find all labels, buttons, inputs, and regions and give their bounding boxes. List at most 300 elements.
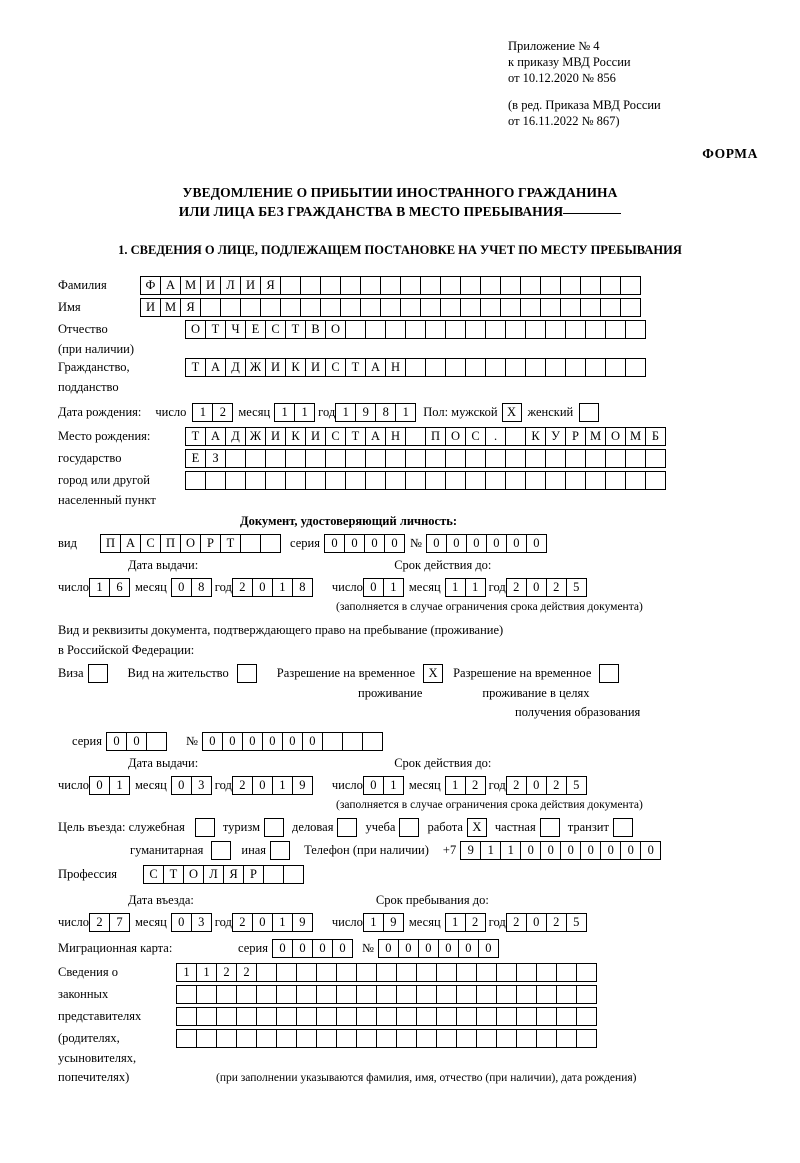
form-cell[interactable]: [576, 985, 597, 1004]
form-cell[interactable]: А: [365, 358, 386, 377]
form-cell[interactable]: 0: [560, 841, 581, 860]
form-cell[interactable]: [396, 985, 417, 1004]
form-cell[interactable]: [356, 963, 377, 982]
form-cell[interactable]: 1: [445, 776, 466, 795]
form-cell[interactable]: [605, 471, 626, 490]
permit-number-cells[interactable]: [202, 732, 382, 751]
form-cell[interactable]: [216, 1029, 237, 1048]
form-cell[interactable]: [276, 963, 297, 982]
permit-issue-year-cells[interactable]: [232, 776, 312, 795]
form-cell[interactable]: [245, 449, 266, 468]
form-cell[interactable]: [256, 963, 277, 982]
name-cells[interactable]: [140, 298, 640, 317]
legal-rep-row-2-cells[interactable]: [176, 985, 596, 1004]
form-cell[interactable]: [376, 985, 397, 1004]
form-cell[interactable]: 0: [540, 841, 561, 860]
permit-issue-day-cells[interactable]: [89, 776, 129, 795]
form-cell[interactable]: [605, 358, 626, 377]
form-cell[interactable]: [605, 320, 626, 339]
form-cell[interactable]: Л: [220, 276, 241, 295]
checkbox-purpose-humanitarian[interactable]: [211, 841, 231, 860]
form-cell[interactable]: [356, 1007, 377, 1026]
form-cell[interactable]: С: [325, 358, 346, 377]
form-cell[interactable]: Т: [185, 427, 206, 446]
form-cell[interactable]: 9: [355, 403, 376, 422]
form-cell[interactable]: [565, 358, 586, 377]
form-cell[interactable]: [176, 1029, 197, 1048]
form-cell[interactable]: [620, 276, 641, 295]
form-cell[interactable]: [416, 963, 437, 982]
form-cell[interactable]: [360, 298, 381, 317]
form-cell[interactable]: 2: [236, 963, 257, 982]
form-cell[interactable]: [505, 320, 526, 339]
form-cell[interactable]: 1: [465, 578, 486, 597]
form-cell[interactable]: [540, 298, 561, 317]
form-cell[interactable]: [485, 358, 506, 377]
form-cell[interactable]: [436, 963, 457, 982]
birth-place-row-3-cells[interactable]: [185, 471, 665, 490]
form-cell[interactable]: [585, 449, 606, 468]
form-cell[interactable]: [196, 1029, 217, 1048]
form-cell[interactable]: А: [160, 276, 181, 295]
form-cell[interactable]: 5: [566, 578, 587, 597]
form-cell[interactable]: [436, 1007, 457, 1026]
form-cell[interactable]: 5: [566, 913, 587, 932]
form-cell[interactable]: [565, 471, 586, 490]
form-cell[interactable]: [536, 1007, 557, 1026]
form-cell[interactable]: [465, 471, 486, 490]
form-cell[interactable]: [320, 298, 341, 317]
form-cell[interactable]: [496, 1029, 517, 1048]
form-cell[interactable]: [256, 985, 277, 1004]
form-cell[interactable]: 1: [176, 963, 197, 982]
form-cell[interactable]: 2: [506, 776, 527, 795]
form-cell[interactable]: [620, 298, 641, 317]
form-cell[interactable]: Т: [345, 427, 366, 446]
form-cell[interactable]: [436, 1029, 457, 1048]
form-cell[interactable]: [645, 449, 666, 468]
form-cell[interactable]: [322, 732, 343, 751]
form-cell[interactable]: Б: [645, 427, 666, 446]
form-cell[interactable]: С: [465, 427, 486, 446]
form-cell[interactable]: 3: [191, 776, 212, 795]
form-cell[interactable]: [445, 471, 466, 490]
form-cell[interactable]: [256, 1029, 277, 1048]
form-cell[interactable]: 3: [191, 913, 212, 932]
form-cell[interactable]: 2: [216, 963, 237, 982]
form-cell[interactable]: [365, 449, 386, 468]
form-cell[interactable]: А: [365, 427, 386, 446]
permit-valid-year-cells[interactable]: [506, 776, 586, 795]
form-cell[interactable]: [360, 276, 381, 295]
form-cell[interactable]: [225, 449, 246, 468]
form-cell[interactable]: [265, 471, 286, 490]
form-cell[interactable]: 2: [546, 913, 567, 932]
form-cell[interactable]: [465, 358, 486, 377]
form-cell[interactable]: М: [625, 427, 646, 446]
form-cell[interactable]: 1: [383, 776, 404, 795]
form-cell[interactable]: [276, 1029, 297, 1048]
form-cell[interactable]: 0: [580, 841, 601, 860]
form-cell[interactable]: Т: [163, 865, 184, 884]
form-cell[interactable]: [225, 471, 246, 490]
form-cell[interactable]: [296, 1007, 317, 1026]
form-cell[interactable]: [456, 1029, 477, 1048]
form-cell[interactable]: 0: [202, 732, 223, 751]
birth-year-cells[interactable]: [335, 403, 415, 422]
form-cell[interactable]: [516, 963, 537, 982]
form-cell[interactable]: 0: [282, 732, 303, 751]
form-cell[interactable]: [216, 985, 237, 1004]
form-cell[interactable]: [456, 985, 477, 1004]
form-cell[interactable]: [496, 963, 517, 982]
form-cell[interactable]: [396, 963, 417, 982]
form-cell[interactable]: [176, 985, 197, 1004]
form-cell[interactable]: [545, 320, 566, 339]
form-cell[interactable]: [236, 1007, 257, 1026]
form-cell[interactable]: 1: [272, 776, 293, 795]
form-cell[interactable]: С: [325, 427, 346, 446]
form-cell[interactable]: [280, 276, 301, 295]
form-cell[interactable]: Ч: [225, 320, 246, 339]
form-cell[interactable]: 1: [395, 403, 416, 422]
permit-valid-month-cells[interactable]: [445, 776, 485, 795]
form-cell[interactable]: 0: [520, 841, 541, 860]
form-cell[interactable]: [385, 471, 406, 490]
legal-rep-row-4-cells[interactable]: [176, 1029, 596, 1048]
form-cell[interactable]: 0: [242, 732, 263, 751]
form-cell[interactable]: 0: [252, 776, 273, 795]
form-cell[interactable]: [580, 276, 601, 295]
form-cell[interactable]: [416, 1029, 437, 1048]
form-cell[interactable]: 0: [126, 732, 147, 751]
form-cell[interactable]: И: [240, 276, 261, 295]
form-cell[interactable]: 0: [89, 776, 110, 795]
form-cell[interactable]: [520, 298, 541, 317]
form-cell[interactable]: Т: [185, 358, 206, 377]
form-cell[interactable]: [645, 471, 666, 490]
form-cell[interactable]: Д: [225, 427, 246, 446]
form-cell[interactable]: [396, 1029, 417, 1048]
form-cell[interactable]: [146, 732, 167, 751]
doc-kind-cells[interactable]: [100, 534, 280, 553]
form-cell[interactable]: [276, 985, 297, 1004]
form-cell[interactable]: [356, 1029, 377, 1048]
form-cell[interactable]: П: [425, 427, 446, 446]
form-cell[interactable]: [365, 471, 386, 490]
form-cell[interactable]: 0: [426, 534, 447, 553]
form-cell[interactable]: [340, 276, 361, 295]
form-cell[interactable]: 1: [383, 578, 404, 597]
form-cell[interactable]: [365, 320, 386, 339]
form-cell[interactable]: [576, 1029, 597, 1048]
form-cell[interactable]: [516, 1029, 537, 1048]
form-cell[interactable]: Н: [385, 427, 406, 446]
form-cell[interactable]: 2: [232, 913, 253, 932]
form-cell[interactable]: 1: [500, 841, 521, 860]
form-cell[interactable]: 2: [546, 776, 567, 795]
form-cell[interactable]: [296, 1029, 317, 1048]
form-cell[interactable]: 2: [465, 776, 486, 795]
form-cell[interactable]: [396, 1007, 417, 1026]
birth-place-row-2-cells[interactable]: [185, 449, 665, 468]
form-cell[interactable]: [296, 985, 317, 1004]
form-cell[interactable]: 2: [89, 913, 110, 932]
form-cell[interactable]: 0: [506, 534, 527, 553]
form-cell[interactable]: 0: [106, 732, 127, 751]
form-cell[interactable]: [345, 320, 366, 339]
form-cell[interactable]: [576, 963, 597, 982]
checkbox-purpose-study[interactable]: [399, 818, 419, 837]
form-cell[interactable]: [496, 985, 517, 1004]
form-cell[interactable]: О: [183, 865, 204, 884]
form-cell[interactable]: [260, 534, 281, 553]
form-cell[interactable]: [525, 320, 546, 339]
form-cell[interactable]: [560, 276, 581, 295]
form-cell[interactable]: [425, 471, 446, 490]
form-cell[interactable]: 1: [89, 578, 110, 597]
form-cell[interactable]: В: [305, 320, 326, 339]
form-cell[interactable]: [505, 427, 526, 446]
form-cell[interactable]: [260, 298, 281, 317]
form-cell[interactable]: [556, 985, 577, 1004]
form-cell[interactable]: [305, 449, 326, 468]
doc-series-cells[interactable]: [324, 534, 404, 553]
form-cell[interactable]: 0: [384, 534, 405, 553]
form-cell[interactable]: 2: [506, 913, 527, 932]
form-cell[interactable]: 1: [480, 841, 501, 860]
form-cell[interactable]: [625, 320, 646, 339]
checkbox-purpose-service[interactable]: [195, 818, 215, 837]
form-cell[interactable]: [476, 1007, 497, 1026]
permit-valid-day-cells[interactable]: [363, 776, 403, 795]
form-cell[interactable]: [600, 276, 621, 295]
form-cell[interactable]: [263, 865, 284, 884]
form-cell[interactable]: [536, 1029, 557, 1048]
form-cell[interactable]: [525, 471, 546, 490]
form-cell[interactable]: [380, 298, 401, 317]
checkbox-sex-male[interactable]: X: [502, 403, 522, 422]
form-cell[interactable]: 9: [383, 913, 404, 932]
form-cell[interactable]: [420, 298, 441, 317]
form-cell[interactable]: 1: [294, 403, 315, 422]
form-cell[interactable]: [516, 1007, 537, 1026]
form-cell[interactable]: [545, 358, 566, 377]
form-cell[interactable]: Н: [385, 358, 406, 377]
form-cell[interactable]: М: [585, 427, 606, 446]
doc-number-cells[interactable]: [426, 534, 546, 553]
form-cell[interactable]: 2: [232, 578, 253, 597]
form-cell[interactable]: 0: [526, 578, 547, 597]
form-cell[interactable]: И: [265, 358, 286, 377]
form-cell[interactable]: 2: [465, 913, 486, 932]
legal-rep-row-1-cells[interactable]: [176, 963, 596, 982]
form-cell[interactable]: Т: [205, 320, 226, 339]
form-cell[interactable]: [276, 1007, 297, 1026]
form-cell[interactable]: [325, 471, 346, 490]
form-cell[interactable]: 1: [272, 913, 293, 932]
doc-valid-year-cells[interactable]: [506, 578, 586, 597]
form-cell[interactable]: [376, 1029, 397, 1048]
form-cell[interactable]: Р: [243, 865, 264, 884]
form-cell[interactable]: [305, 471, 326, 490]
form-cell[interactable]: 8: [375, 403, 396, 422]
form-cell[interactable]: 0: [171, 578, 192, 597]
form-cell[interactable]: О: [185, 320, 206, 339]
checkbox-edu-residence[interactable]: [599, 664, 619, 683]
form-cell[interactable]: П: [160, 534, 181, 553]
form-cell[interactable]: 9: [460, 841, 481, 860]
form-cell[interactable]: К: [285, 358, 306, 377]
form-cell[interactable]: [385, 320, 406, 339]
form-cell[interactable]: 0: [378, 939, 399, 958]
form-cell[interactable]: Д: [225, 358, 246, 377]
form-cell[interactable]: 9: [292, 913, 313, 932]
phone-cells[interactable]: [460, 841, 660, 860]
form-cell[interactable]: О: [605, 427, 626, 446]
form-cell[interactable]: [220, 298, 241, 317]
form-cell[interactable]: [285, 471, 306, 490]
form-cell[interactable]: 0: [262, 732, 283, 751]
form-cell[interactable]: [216, 1007, 237, 1026]
form-cell[interactable]: [496, 1007, 517, 1026]
form-cell[interactable]: 0: [364, 534, 385, 553]
checkbox-temp-residence[interactable]: X: [423, 664, 443, 683]
form-cell[interactable]: [420, 276, 441, 295]
form-cell[interactable]: [240, 534, 261, 553]
checkbox-purpose-business[interactable]: [337, 818, 357, 837]
form-cell[interactable]: 2: [506, 578, 527, 597]
form-cell[interactable]: И: [140, 298, 161, 317]
form-cell[interactable]: [316, 963, 337, 982]
checkbox-purpose-private[interactable]: [540, 818, 560, 837]
form-cell[interactable]: [296, 963, 317, 982]
form-cell[interactable]: Р: [200, 534, 221, 553]
checkbox-sex-female[interactable]: [579, 403, 599, 422]
form-cell[interactable]: [376, 963, 397, 982]
form-cell[interactable]: 0: [398, 939, 419, 958]
form-cell[interactable]: 0: [324, 534, 345, 553]
form-cell[interactable]: Ф: [140, 276, 161, 295]
form-cell[interactable]: 0: [600, 841, 621, 860]
form-cell[interactable]: А: [205, 427, 226, 446]
form-cell[interactable]: 1: [192, 403, 213, 422]
form-cell[interactable]: [316, 1029, 337, 1048]
doc-issue-year-cells[interactable]: [232, 578, 312, 597]
form-cell[interactable]: 6: [109, 578, 130, 597]
form-cell[interactable]: 0: [620, 841, 641, 860]
form-cell[interactable]: 9: [292, 776, 313, 795]
form-cell[interactable]: З: [205, 449, 226, 468]
form-cell[interactable]: [380, 276, 401, 295]
form-cell[interactable]: 8: [191, 578, 212, 597]
form-cell[interactable]: [476, 985, 497, 1004]
form-cell[interactable]: [205, 471, 226, 490]
form-cell[interactable]: [285, 449, 306, 468]
legal-rep-row-3-cells[interactable]: [176, 1007, 596, 1026]
form-cell[interactable]: 0: [344, 534, 365, 553]
form-cell[interactable]: [425, 320, 446, 339]
form-cell[interactable]: [565, 320, 586, 339]
form-cell[interactable]: Т: [345, 358, 366, 377]
form-cell[interactable]: 1: [274, 403, 295, 422]
form-cell[interactable]: 7: [109, 913, 130, 932]
form-cell[interactable]: [476, 963, 497, 982]
form-cell[interactable]: [445, 358, 466, 377]
form-cell[interactable]: И: [305, 427, 326, 446]
form-cell[interactable]: [265, 449, 286, 468]
form-cell[interactable]: 0: [446, 534, 467, 553]
form-cell[interactable]: [500, 276, 521, 295]
form-cell[interactable]: [316, 1007, 337, 1026]
form-cell[interactable]: [280, 298, 301, 317]
form-cell[interactable]: 0: [478, 939, 499, 958]
form-cell[interactable]: [476, 1029, 497, 1048]
form-cell[interactable]: О: [180, 534, 201, 553]
form-cell[interactable]: 0: [171, 913, 192, 932]
form-cell[interactable]: [505, 449, 526, 468]
doc-valid-day-cells[interactable]: [363, 578, 403, 597]
form-cell[interactable]: 2: [232, 776, 253, 795]
form-cell[interactable]: 1: [196, 963, 217, 982]
form-cell[interactable]: [465, 320, 486, 339]
form-cell[interactable]: 1: [109, 776, 130, 795]
form-cell[interactable]: [460, 298, 481, 317]
form-cell[interactable]: 2: [546, 578, 567, 597]
form-cell[interactable]: [460, 276, 481, 295]
form-cell[interactable]: [416, 985, 437, 1004]
form-cell[interactable]: 0: [272, 939, 293, 958]
form-cell[interactable]: Т: [285, 320, 306, 339]
migration-number-cells[interactable]: [378, 939, 498, 958]
entry-day-cells[interactable]: [89, 913, 129, 932]
profession-cells[interactable]: [143, 865, 303, 884]
form-cell[interactable]: [625, 471, 646, 490]
form-cell[interactable]: [556, 1007, 577, 1026]
form-cell[interactable]: [200, 298, 221, 317]
form-cell[interactable]: 0: [526, 776, 547, 795]
form-cell[interactable]: 1: [363, 913, 384, 932]
form-cell[interactable]: [283, 865, 304, 884]
form-cell[interactable]: Р: [565, 427, 586, 446]
form-cell[interactable]: 0: [252, 913, 273, 932]
form-cell[interactable]: [405, 427, 426, 446]
form-cell[interactable]: 0: [526, 913, 547, 932]
form-cell[interactable]: [416, 1007, 437, 1026]
form-cell[interactable]: [505, 358, 526, 377]
form-cell[interactable]: 1: [335, 403, 356, 422]
form-cell[interactable]: [485, 320, 506, 339]
form-cell[interactable]: [480, 298, 501, 317]
form-cell[interactable]: Ж: [245, 358, 266, 377]
form-cell[interactable]: [345, 471, 366, 490]
permit-series-cells[interactable]: [106, 732, 166, 751]
form-cell[interactable]: Ж: [245, 427, 266, 446]
checkbox-residence-permit[interactable]: [237, 664, 257, 683]
form-cell[interactable]: Е: [185, 449, 206, 468]
form-cell[interactable]: [236, 1029, 257, 1048]
migration-series-cells[interactable]: [272, 939, 352, 958]
checkbox-purpose-tourism[interactable]: [264, 818, 284, 837]
citizenship-cells[interactable]: [185, 358, 645, 377]
form-cell[interactable]: [505, 471, 526, 490]
form-cell[interactable]: 0: [363, 776, 384, 795]
form-cell[interactable]: К: [525, 427, 546, 446]
form-cell[interactable]: И: [200, 276, 221, 295]
form-cell[interactable]: Я: [180, 298, 201, 317]
form-cell[interactable]: М: [180, 276, 201, 295]
form-cell[interactable]: 0: [363, 578, 384, 597]
